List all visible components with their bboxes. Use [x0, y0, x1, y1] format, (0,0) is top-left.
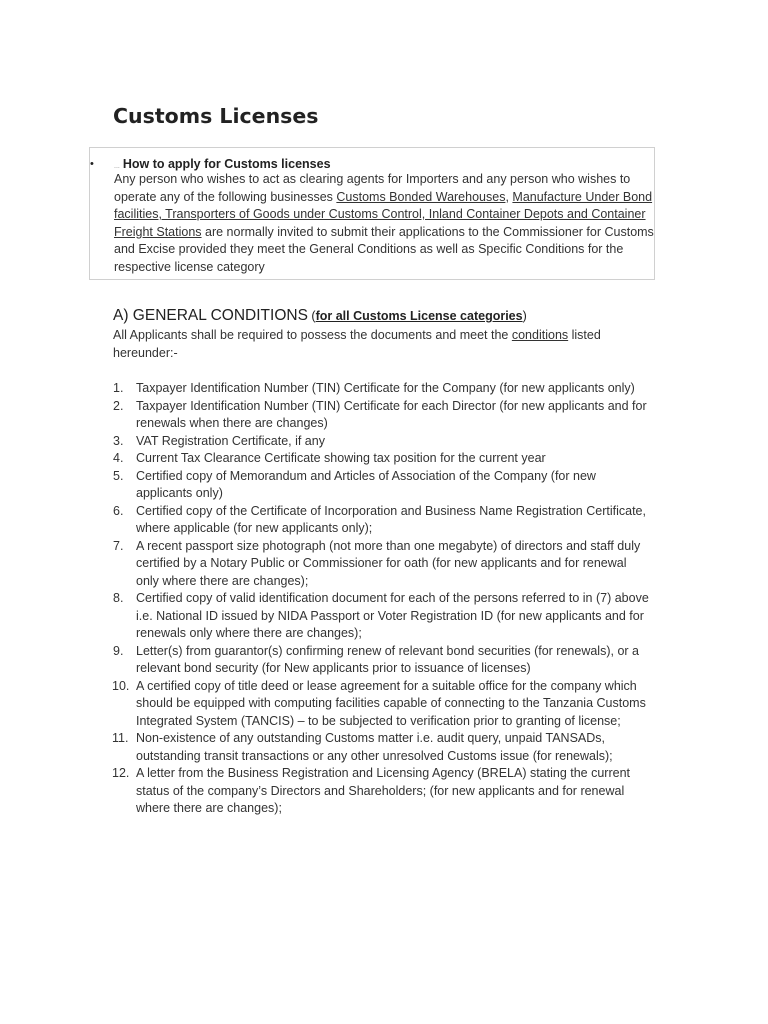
- general-conditions-heading: [113, 306, 527, 326]
- intro-line: [114, 224, 656, 242]
- list-item-text: renewals only where there are changes);: [136, 626, 362, 640]
- text-segment: respective license category: [114, 259, 265, 274]
- list-item: [113, 590, 658, 643]
- text-segment: are normally invited to submit their applications to the Commissioner for Customs: [201, 224, 654, 239]
- list-item-text: VAT Registration Certificate, if any: [136, 433, 325, 448]
- conditions-list: [113, 380, 658, 818]
- list-item-text: i.e. National ID issued by NIDA Passport or Voter Registration ID (for new applicants and for: [136, 608, 644, 623]
- intro-line: [114, 259, 656, 277]
- list-item: [113, 678, 658, 731]
- intro-heading-text: How to apply for Customs licenses: [122, 157, 331, 171]
- list-item-number: 9.: [113, 643, 124, 658]
- list-item-number: 10.: [112, 678, 130, 693]
- text-segment: All Applicants shall be required to possess the documents and meet the: [113, 328, 512, 342]
- intro-box: [89, 147, 655, 280]
- list-item-number: 12.: [112, 766, 130, 780]
- text-segment: hereunder:-: [113, 345, 178, 360]
- list-item-text: renewals when there are changes): [136, 416, 328, 430]
- heading-marker: ...: [114, 163, 120, 170]
- list-item-number: 2.: [113, 398, 124, 413]
- list-item-text: should be equipped with computing facilities capable of connecting to the Tanzania Customs: [136, 696, 646, 710]
- list-item: [113, 765, 658, 818]
- bullet-icon: •: [90, 158, 94, 170]
- list-item-text: A recent passport size photograph (not more than one megabyte) of directors and staff duly: [136, 538, 641, 553]
- intro-line: [114, 171, 656, 189]
- list-item: [113, 730, 658, 765]
- list-item-text: Non-existence of any outstanding Customs matter i.e. audit query, unpaid TANSADs,: [136, 731, 605, 745]
- list-item-text: Taxpayer Identification Number (TIN) Certificate for each Director (for new applicants and for: [136, 398, 647, 413]
- list-item: [113, 380, 658, 398]
- heading-paren-open: (: [307, 309, 316, 323]
- list-item-text: A letter from the Business Registration and Licensing Agency (BRELA) stating the current: [136, 766, 631, 780]
- section-intro-line: [113, 345, 653, 363]
- list-item-text: Current Tax Clearance Certificate showing tax position for the current year: [136, 451, 546, 465]
- list-item-text: Certified copy of valid identification document for each of the persons referred to in (7) above: [136, 591, 649, 605]
- list-item-text: where there are changes);: [136, 801, 282, 815]
- intro-line: [114, 206, 656, 224]
- list-item: [113, 538, 658, 591]
- text-segment: and Excise provided they meet the General Conditions as well as Specific Conditions for the: [114, 242, 624, 256]
- section-heading-text: A) GENERAL CONDITIONS: [113, 307, 308, 324]
- list-item: [113, 433, 658, 451]
- list-item-text: A certified copy of title deed or lease agreement for a suitable office for the company which: [136, 678, 637, 693]
- list-item-number: 4.: [113, 451, 124, 465]
- heading-paren-close: ): [522, 309, 527, 323]
- list-item-text: where applicable (for new applicants only);: [136, 521, 373, 535]
- list-item-text: status of the company’s Directors and Shareholders; (for new applicants and for renewal: [136, 783, 625, 798]
- list-item-text: applicants only): [136, 486, 223, 500]
- text-segment: Any person who wishes to act as clearing agents for Importers and any person who wishes to: [114, 172, 631, 186]
- list-item-text: Certified copy of the Certificate of Incorporation and Business Name Registration Certificate,: [136, 503, 646, 518]
- list-item-number: 5.: [113, 468, 124, 483]
- page-title: Customs Licenses: [113, 104, 319, 128]
- section-intro-line: [113, 327, 653, 345]
- list-item-text: Certified copy of Memorandum and Articles of Association of the Company (for new: [136, 468, 596, 483]
- list-item-number: 1.: [113, 381, 124, 395]
- list-item: [113, 468, 658, 503]
- list-item-text: certified by a Notary Public or Commissioner for oath (for new applicants and for renewal: [136, 556, 627, 570]
- inline-link[interactable]: Manufacture Under Bond: [512, 189, 653, 204]
- text-segment: ,: [505, 189, 513, 204]
- list-item-text: outstanding transit transactions or any other unresolved Customs issue (for renewals);: [136, 748, 613, 763]
- list-item-text: Integrated System (TANCIS) – to be subjected to verification prior to granting of license;: [136, 713, 621, 728]
- categories-link[interactable]: for all Customs License categories: [315, 309, 523, 323]
- list-item-number: 11.: [112, 731, 129, 745]
- list-item: [113, 643, 658, 678]
- text-segment: operate any of the following businesses: [114, 189, 337, 204]
- inline-link[interactable]: facilities, Transporters of Goods under Customs Control, Inland Container Depots and Container: [114, 207, 646, 221]
- list-item-number: 7.: [113, 538, 124, 553]
- list-item: [113, 450, 658, 468]
- list-item-number: 3.: [113, 433, 124, 448]
- list-item-text: Taxpayer Identification Number (TIN) Certificate for the Company (for new applicants only): [136, 381, 635, 395]
- general-conditions-intro: [113, 327, 653, 362]
- list-item: [113, 503, 658, 538]
- inline-link[interactable]: Customs Bonded Warehouses: [336, 189, 506, 204]
- list-item-text: only where there are changes);: [136, 573, 309, 588]
- list-item-number: 6.: [113, 503, 124, 518]
- list-item: [113, 398, 658, 433]
- intro-line: [114, 241, 656, 259]
- intro-paragraph: [114, 171, 656, 276]
- list-item-text: relevant bond security (for New applicants prior to issuance of licenses): [136, 661, 531, 675]
- inline-link[interactable]: conditions: [511, 328, 569, 342]
- intro-line: [114, 189, 656, 207]
- inline-link[interactable]: Freight Stations: [114, 224, 202, 239]
- text-segment: listed: [568, 328, 601, 342]
- list-item-text: Letter(s) from guarantor(s) confirming renew of relevant bond securities (for renewals), or a: [136, 643, 639, 658]
- list-item-number: 8.: [113, 591, 124, 605]
